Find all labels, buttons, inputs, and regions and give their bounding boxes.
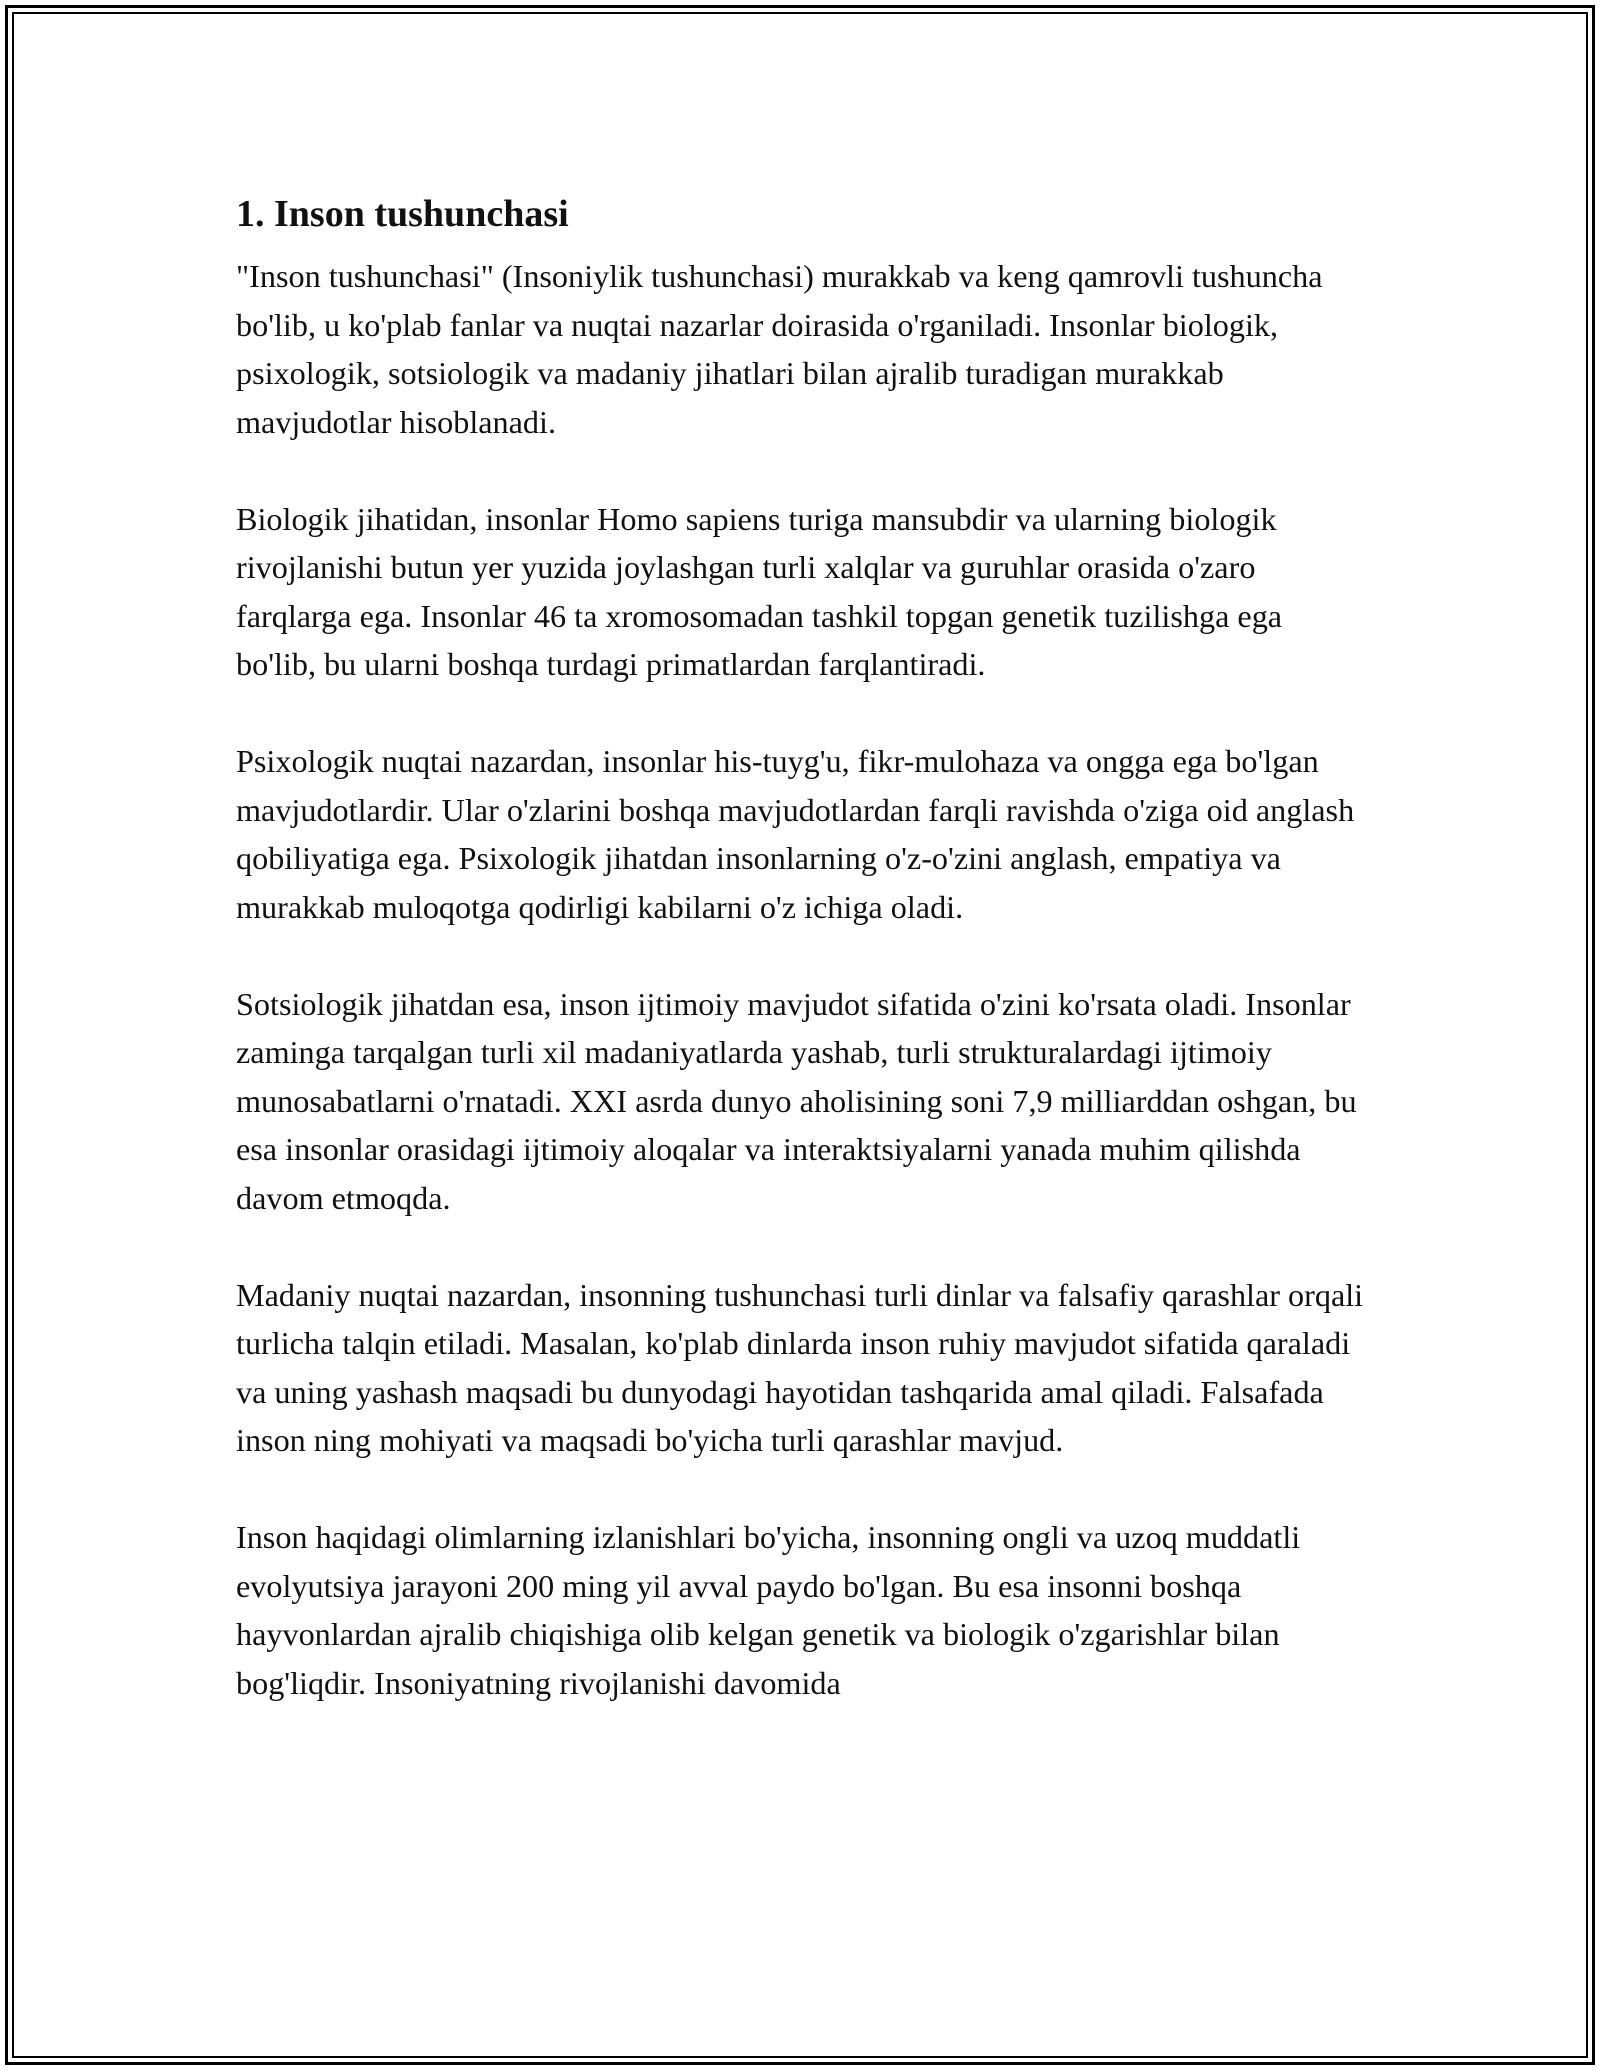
paragraph-intro: "Inson tushunchasi" (Insoniylik tushunchasi) murakkab va keng qamrovli tushuncha bo'lib, u ko'plab fanlar va nuqtai nazarlar doirasida o'rganiladi. Insonlar biologik, psixologik, sotsiologik va madaniy jihatlari bilan ajralib turadigan murakkab mavjudotlar hisoblanadi. xyxy=(236,258,1323,440)
paragraph-cultural: Madaniy nuqtai nazardan, insonning tushunchasi turli dinlar va falsafiy qarashlar orqali turlicha talqin etiladi. Masalan, ko'plab dinlarda inson ruhiy mavjudot sifatida qaraladi va uning yashash maqsadi bu dunyodagi hayotidan tashqarida amal qiladi. Falsafada inson ning mohiyati va maqsadi bo'yicha turli qarashlar mavjud. xyxy=(236,1276,1364,1458)
paragraph-evolution: Inson haqidagi olimlarning izlanishlari bo'yicha, insonning ongli va uzoq muddatli evolyutsiya jarayoni 200 ming yil avval paydo bo'lgan. Bu esa insonni boshqa hayvonlardan ajralib chiqishiga olib kelgan genetik va biologik o'zgarishlar bilan bog'liqdir. Insoniyatning rivojlanishi davomida xyxy=(236,1519,1301,1701)
paragraph-psychological: Psixologik nuqtai nazardan, insonlar his-tuyg'u, fikr-mulohaza va ongga ega bo'lgan mavjudotlardir. Ular o'zlarini boshqa mavjudotlardan farqli ravishda o'ziga oid anglash qobiliyatiga ega. Psixologik jihatdan insonlarning o'z-o'zini anglash, empatiya va murakkab muloqotga qodirligi kabilarni o'z ichiga oladi. xyxy=(236,743,1355,925)
paragraph-sociological: Sotsiologik jihatdan esa, inson ijtimoiy mavjudot sifatida o'zini ko'rsata oladi. Insonlar zaminga tarqalgan turli xil madaniyatlarda yashab, turli strukturalardagi ijtimoiy munosabatlarni o'rnatadi. XXI asrda dunyo aholisining soni 7,9 milliarddan oshgan, bu esa insonlar orasidagi ijtimoiy aloqalar va interaktsiyalarni yanada muhim qilishda davom etmoqda. xyxy=(236,985,1357,1216)
paragraph-biological: Biologik jihatidan, insonlar Homo sapiens turiga mansubdir va ularning biologik rivojlanishi butun yer yuzida joylashgan turli xalqlar va guruhlar orasida o'zaro farqlarga ega. Insonlar 46 ta xromosomadan tashkil topgan genetik tuzilishga ega bo'lib, bu ularni boshqa turdagi primatlardan farqlantiradi. xyxy=(236,500,1283,682)
section-heading: 1. Inson tushunchasi xyxy=(236,193,569,235)
document-body xyxy=(236,188,1368,1756)
